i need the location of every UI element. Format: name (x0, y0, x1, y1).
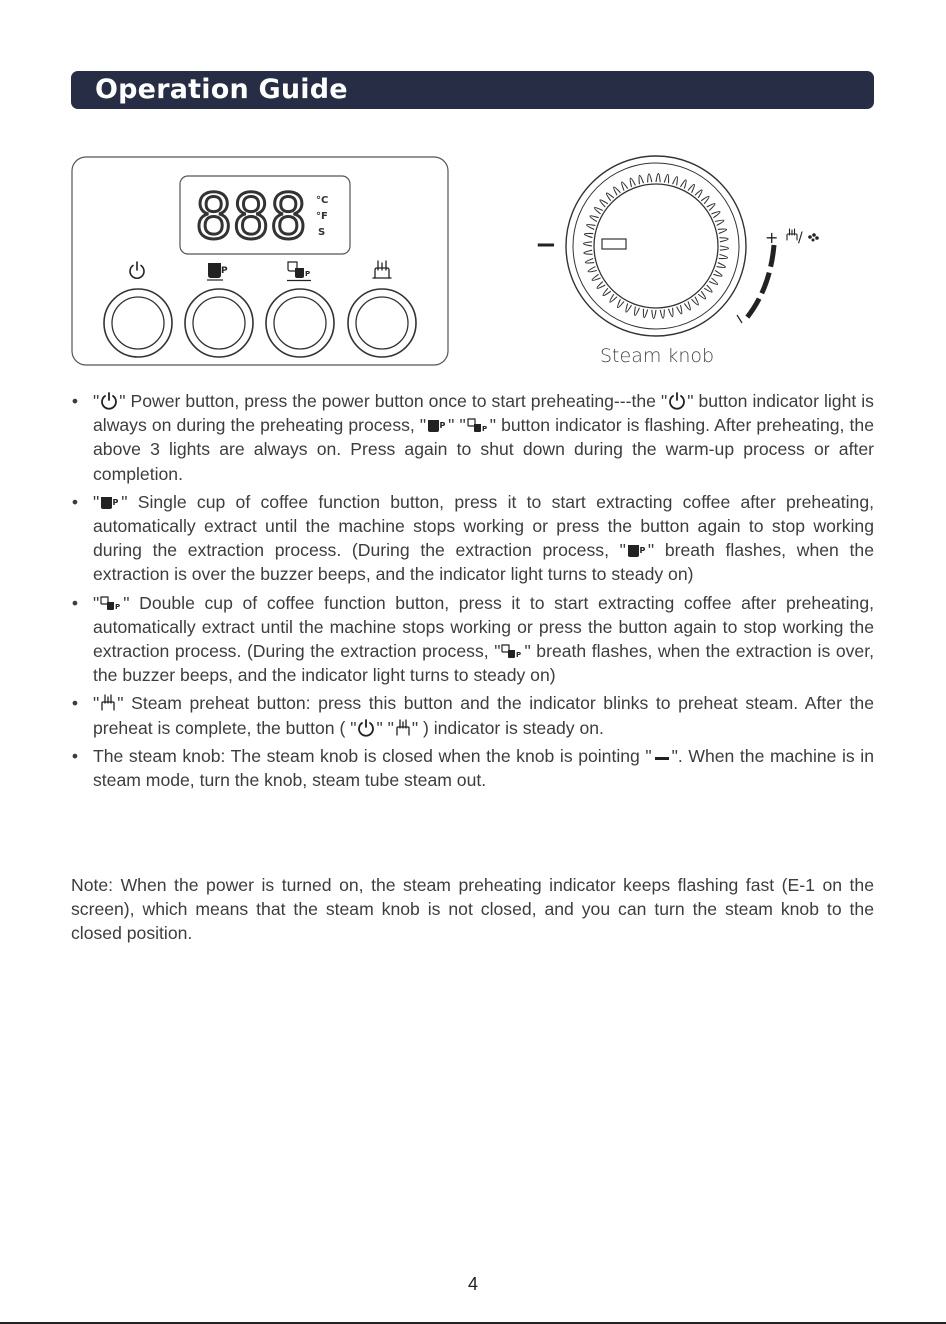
knob-caption: Steam knob (600, 345, 715, 367)
list-item: • " " Power button, press the power button once to start preheating---the " " button indicator light is always on during the preheating process, " P " " P " button indicator is flashing. After preheating, the above 3 lights are always on. Press again to shut down during the warm-up process or after completion. (71, 391, 874, 484)
svg-text:P: P (221, 266, 228, 276)
section-title: Operation Guide (95, 74, 348, 105)
double-cup-icon (100, 596, 122, 612)
unit-fahrenheit: °F (316, 211, 328, 222)
single-cup-icon (627, 543, 647, 559)
unit-celsius: °C (316, 195, 329, 206)
minus-icon (653, 751, 671, 765)
svg-text:P: P (112, 497, 119, 507)
bullet: • (71, 693, 79, 714)
bullet: • (71, 491, 79, 512)
steam-symbol-icon (787, 229, 797, 240)
double-cup-icon (467, 418, 489, 434)
section-header (71, 71, 874, 109)
steam-icon (395, 719, 411, 737)
power-icon (668, 392, 686, 410)
knob-slash: / (798, 230, 803, 246)
list-item: • " " Steam preheat button: press this button and the indicator blinks to preheat steam. After the preheat is complete, the button ( " " " " ) indicator is steady on. (71, 693, 874, 738)
bullet: • (71, 592, 79, 613)
note-paragraph: Note: When the power is turned on, the steam preheating indicator keeps flashing fast (E-1 on the screen), which means that the steam knob is not closed, and you can turn the steam knob to the closed position. (71, 875, 874, 944)
svg-text:P: P (439, 421, 446, 431)
instruction-list (71, 389, 874, 796)
knob-minus-sign: − (535, 230, 557, 260)
unit-seconds: S (318, 227, 326, 238)
double-cup-icon (501, 644, 523, 660)
list-item: • The steam knob: The steam knob is closed when the knob is pointing " ". When the machine is in steam mode, turn the knob, steam tube steam out. (71, 745, 874, 791)
display-digits: 888 (195, 180, 307, 253)
svg-text:P: P (516, 651, 522, 660)
knob-plus-sign: + (765, 228, 779, 247)
svg-text:P: P (481, 425, 487, 434)
single-cup-icon (427, 418, 447, 434)
list-item: • " P " Single cup of coffee function button, press it to start extracting coffee after preheating, automatically extract until the machine stops working or press the button again to stop working during the extraction process. (During the extraction process, " P " breath flashes, when the extraction is over the buzzer beeps, and the indicator light turns to steady on) (71, 491, 874, 585)
svg-text:P: P (305, 270, 311, 278)
power-icon (357, 719, 375, 737)
power-icon (100, 392, 118, 410)
page-number: 4 (467, 1274, 478, 1294)
steam-icon (100, 694, 116, 712)
closed-tick (737, 315, 742, 323)
single-cup-icon (100, 495, 120, 511)
svg-text:P: P (639, 546, 646, 556)
control-panel-illustration (71, 156, 449, 366)
knob-pointer (602, 239, 626, 249)
intensity-arc (745, 245, 774, 320)
hot-water-icon (808, 233, 819, 241)
list-item: • " P " Double cup of coffee function button, press it to start extracting coffee after preheating, automatically extract until the machine stops working or press the button again to stop working the extraction process. (During the extraction process, " P " breath flashes, when the extraction is over, the buzzer beeps, and the indicator light turns to steady on) (71, 592, 874, 686)
svg-text:P: P (115, 602, 121, 611)
bullet: • (71, 391, 79, 411)
bullet: • (71, 745, 79, 766)
